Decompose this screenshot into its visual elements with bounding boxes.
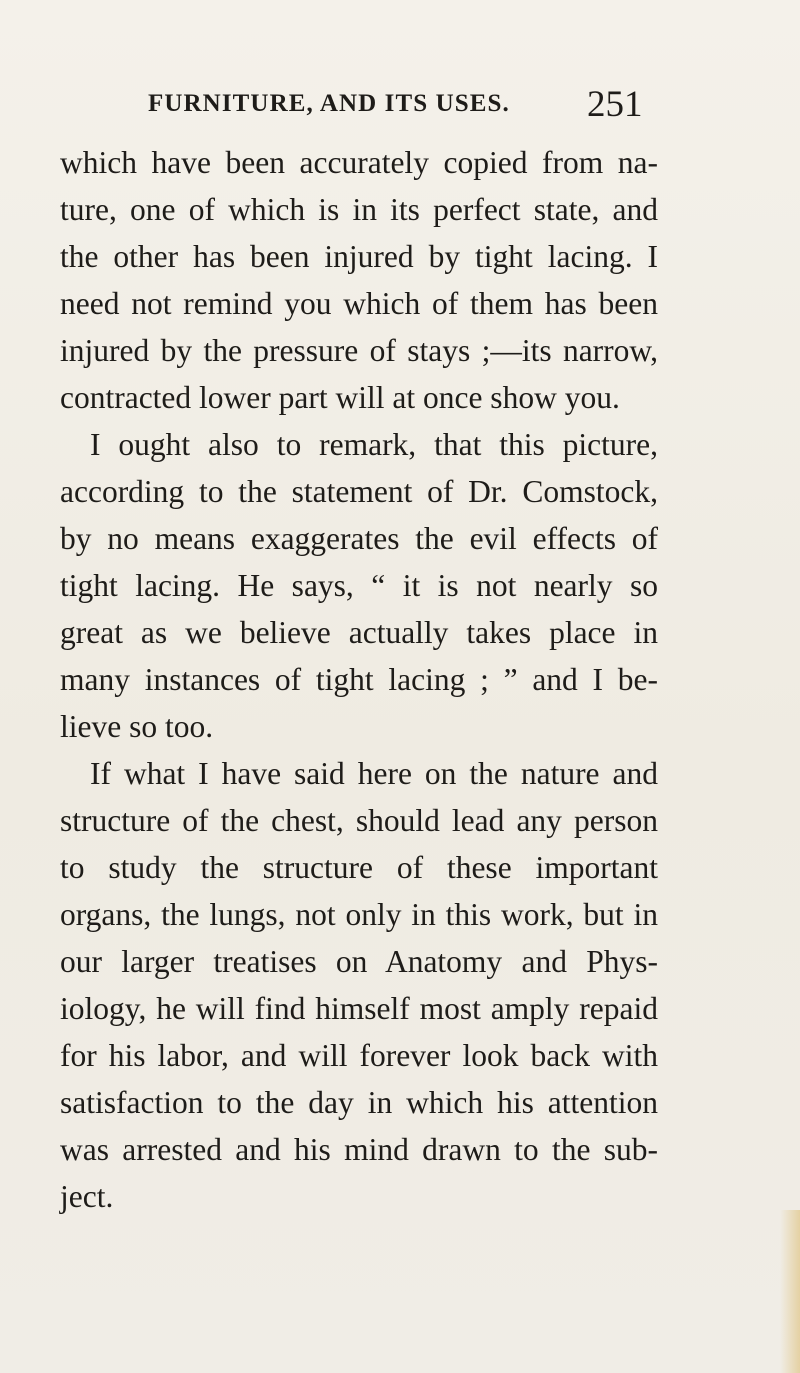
- text-line: for his labor, and will forever look back with: [60, 1038, 658, 1073]
- text-line: many instances of tight lacing ; ” and I be-: [60, 662, 658, 697]
- page-number: 251: [587, 84, 643, 125]
- text-line: If what I have said here on the nature and: [90, 756, 658, 791]
- text-line: which have been accurately copied from na-: [60, 145, 658, 180]
- text-line: by no means exaggerates the evil effects of: [60, 521, 658, 556]
- page-edge-stain: [780, 1210, 800, 1373]
- text-line: satisfaction to the day in which his attention: [60, 1085, 658, 1120]
- text-line: the other has been injured by tight lacing. I: [60, 239, 658, 274]
- text-line: our larger treatises on Anatomy and Phys-: [60, 944, 658, 979]
- text-line: contracted lower part will at once show you.: [60, 380, 620, 415]
- text-line: ject.: [60, 1179, 114, 1214]
- text-line: to study the structure of these important: [60, 850, 658, 885]
- text-line: was arrested and his mind drawn to the sub-: [60, 1132, 658, 1167]
- text-line: I ought also to remark, that this picture,: [90, 427, 658, 462]
- text-line: iology, he will find himself most amply repaid: [60, 991, 658, 1026]
- text-line: lieve so too.: [60, 709, 214, 744]
- text-line: organs, the lungs, not only in this work, but in: [60, 897, 658, 932]
- text-line: need not remind you which of them has been: [60, 286, 658, 321]
- body-text: [60, 139, 658, 1220]
- text-line: structure of the chest, should lead any person: [60, 803, 658, 838]
- text-line: tight lacing. He says, “ it is not nearly so: [60, 568, 658, 603]
- text-line: according to the statement of Dr. Comstock,: [60, 474, 658, 509]
- text-line: ture, one of which is in its perfect state, and: [60, 192, 658, 227]
- running-head: [0, 86, 655, 130]
- text-line: injured by the pressure of stays ;—its narrow,: [60, 333, 658, 368]
- chapter-title: FURNITURE, AND ITS USES.: [148, 90, 510, 117]
- text-line: great as we believe actually takes place in: [60, 615, 658, 650]
